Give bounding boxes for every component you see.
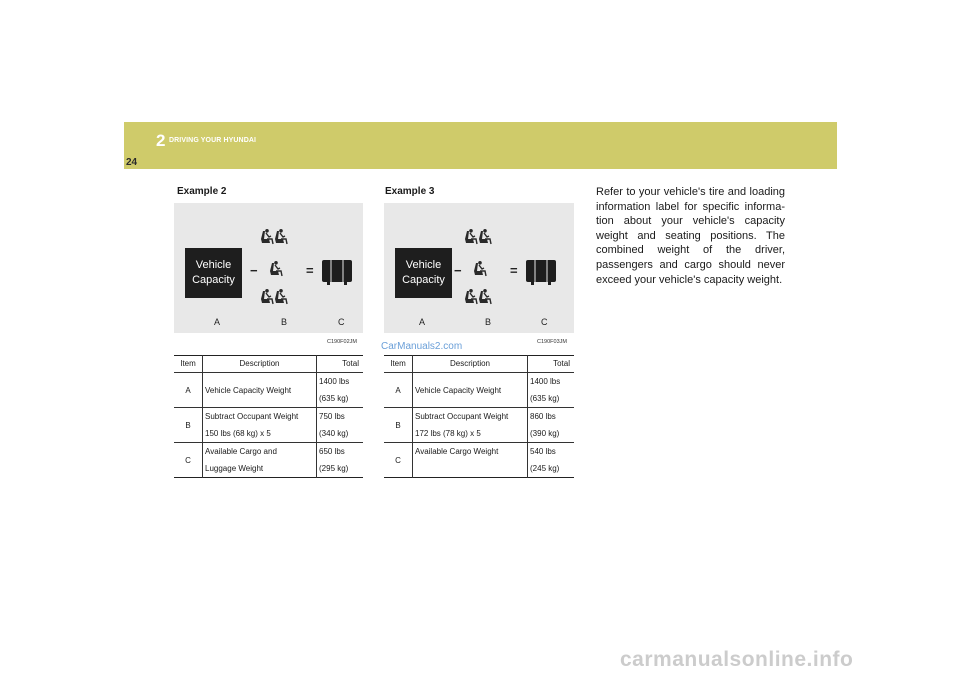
vehicle-capacity-label-2: Capacity [402,274,445,286]
seated-occupant-icon [479,229,491,244]
table-cell-total-lbs: 650 lbs [319,447,345,456]
vehicle-capacity-label-2: Capacity [192,274,235,286]
vehicle-capacity-label-1: Vehicle [195,259,232,271]
seated-occupant-icon [465,289,477,304]
table-cell-description: Vehicle Capacity Weight [415,385,502,395]
table-cell-item: B [384,408,413,443]
letter-c: C [541,317,548,327]
table-header-total: Total [317,356,364,373]
table-cell-total-kg: (635 kg) [319,394,349,403]
seated-occupant-icon [261,229,273,244]
example-2-illustration [174,203,363,333]
table-cell-total-lbs: 1400 lbs [530,377,561,386]
seated-occupant-icon [474,261,486,276]
table-cell-item: A [174,373,203,408]
table-cell-total-kg: (390 kg) [530,429,560,438]
letter-b: B [281,317,288,327]
example-3-capacity-table [384,355,574,478]
table-row [174,443,363,478]
table-cell-total-kg: (635 kg) [530,394,560,403]
table-cell-description: Vehicle Capacity Weight [205,385,292,395]
letter-a: A [419,317,426,327]
cargo-box-icon [322,260,352,285]
chapter-header-band [124,122,837,169]
seated-occupant-icon [270,261,282,276]
table-row [174,408,363,443]
table-cell-description: 150 lbs (68 kg) x 5 [205,429,271,438]
table-cell-total-lbs: 540 lbs [530,447,556,456]
example-2-title: Example 2 [177,186,227,197]
watermark-carmanualsonline[interactable]: carmanualsonline.info [620,648,854,671]
seated-occupant-icon [275,289,287,304]
letter-b: B [485,317,492,327]
table-header-total: Total [528,356,575,373]
letter-a: A [214,317,221,327]
chapter-title: DRIVING YOUR HYUNDAI [169,137,257,144]
table-header-description: Description [203,356,317,373]
seated-occupant-icon [275,229,287,244]
table-cell-total-kg: (245 kg) [530,464,560,473]
table-cell-total-lbs: 1400 lbs [319,377,350,386]
equals-operator: = [510,263,518,278]
chapter-number: 2 [156,131,166,150]
table-cell-total-kg: (295 kg) [319,464,349,473]
table-cell-description: Luggage Weight [205,464,264,473]
occupant-icons-group [174,203,363,333]
table-cell-total-kg: (340 kg) [319,429,349,438]
occupant-icons-group [384,203,574,333]
minus-operator: − [250,263,258,278]
table-cell-description: 172 lbs (78 kg) x 5 [415,429,481,438]
seated-occupant-icon [261,289,273,304]
table-cell-description: Subtract Occupant Weight [205,412,299,421]
watermark-carmanuals2[interactable]: CarManuals2.com [381,341,463,352]
seated-occupant-icon [479,289,491,304]
table-row [384,408,574,443]
example-2-capacity-table [174,355,363,478]
table-cell-description: Available Cargo Weight [415,447,499,456]
capacity-explanation-paragraph: Refer to your vehicle's tire and loading information label for specific informa-tion about your vehicle's capacity weight and seating positions. The combined weight of the driver, passengers and cargo should never exceed your vehicle's capacity weight. [596,186,785,286]
table-cell-item: A [384,373,413,408]
table-header-item: Item [384,356,413,373]
table-row [384,443,574,478]
table-cell-total-lbs: 750 lbs [319,412,345,421]
vehicle-capacity-label-1: Vehicle [405,259,442,271]
minus-operator: − [454,263,462,278]
seated-occupant-icon [465,229,477,244]
table-cell-item: B [174,408,203,443]
example-3-title: Example 3 [385,186,435,197]
table-cell-total-lbs: 860 lbs [530,412,556,421]
table-cell-item: C [174,443,203,478]
table-cell-description: Subtract Occupant Weight [415,412,509,421]
table-header-description: Description [413,356,528,373]
page-number: 24 [126,157,138,168]
example-2-image-code: C190F02JM [327,339,357,345]
table-cell-description: Available Cargo and [205,447,277,456]
table-row [174,373,363,408]
table-cell-item: C [384,443,413,478]
equals-operator: = [306,263,314,278]
letter-c: C [338,317,345,327]
example-3-illustration [384,203,574,333]
cargo-box-icon [526,260,556,285]
table-row [384,373,574,408]
example-3-image-code: C190F03JM [537,339,567,345]
table-header-item: Item [174,356,203,373]
